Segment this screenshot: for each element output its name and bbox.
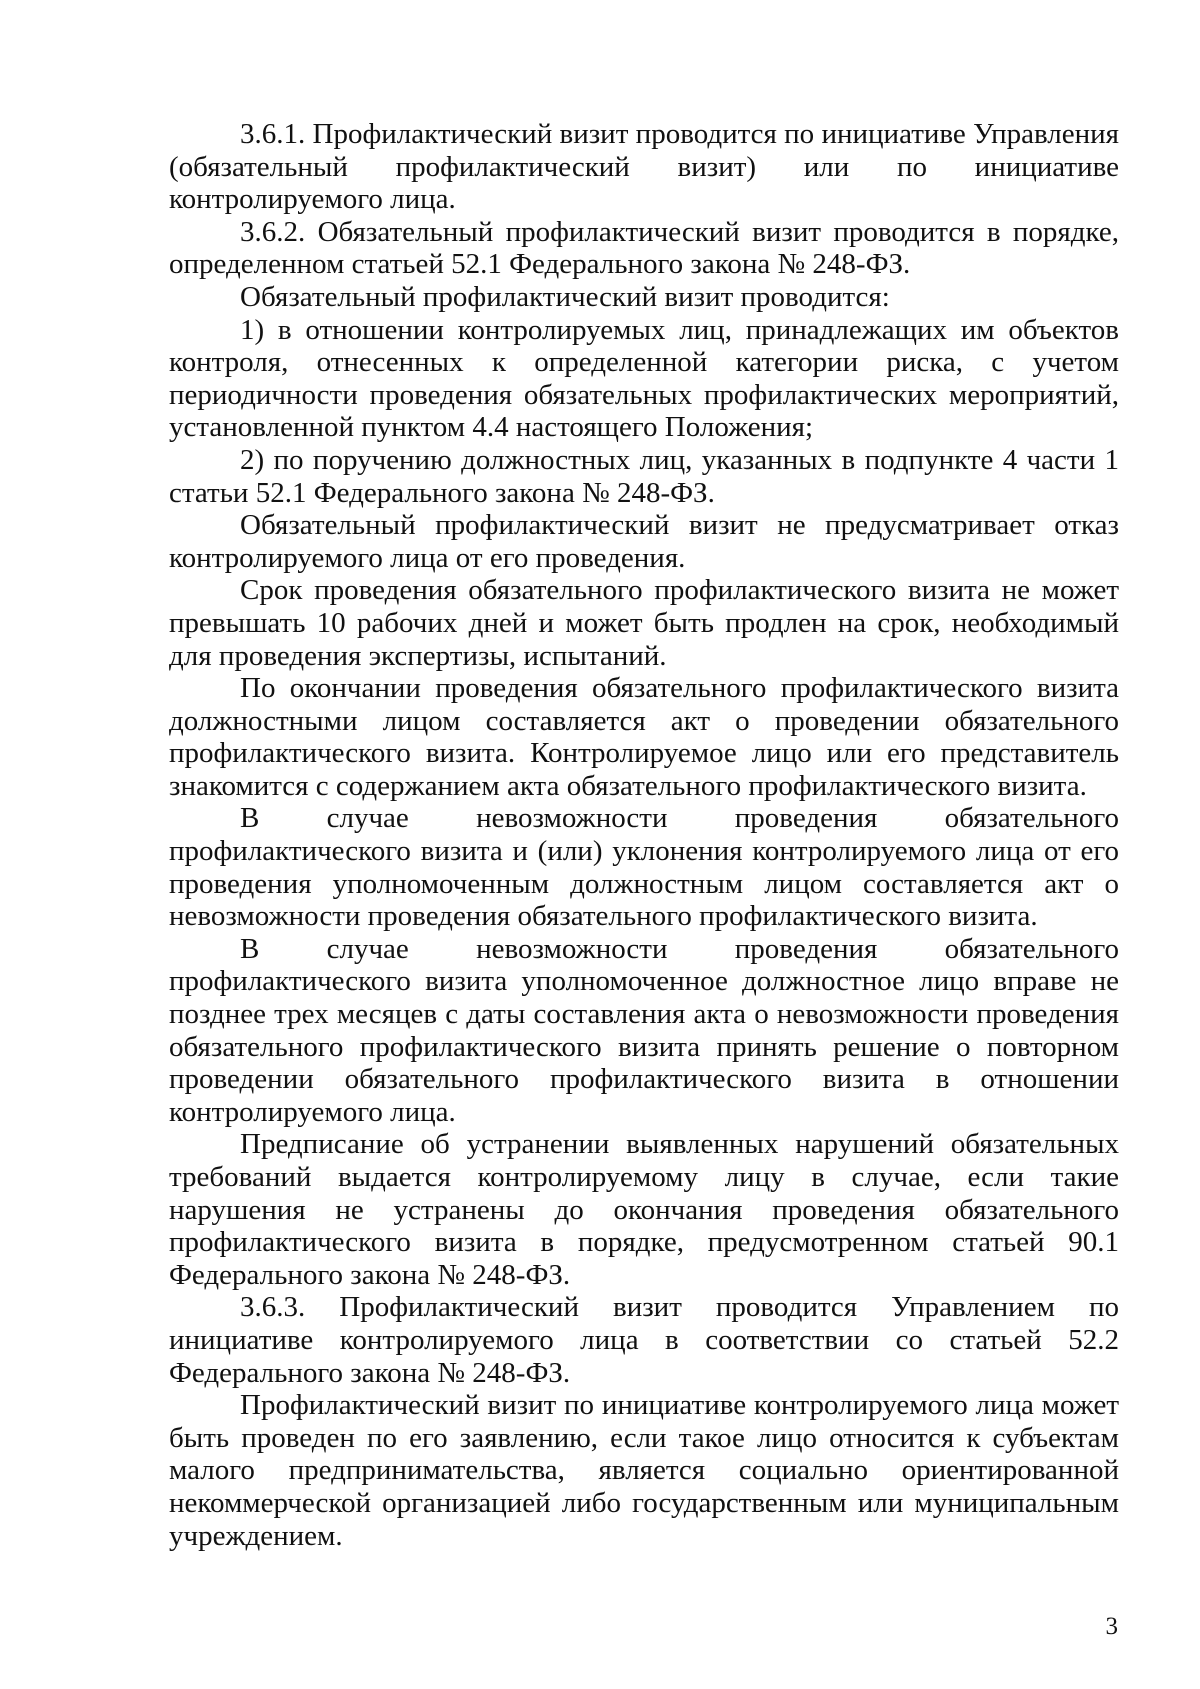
paragraph-impossibility-act: В случае невозможности проведения обязательного профилактического визита и (или) уклонения контролируемого лица от его проведения уполномоченным должностным лицом составляется акт о невозможности проведения обязательного профилактического визита. bbox=[169, 802, 1119, 933]
paragraph-no-refusal: Обязательный профилактический визит не предусматривает отказ контролируемого лица от его проведения. bbox=[169, 509, 1119, 574]
paragraph-3-6-3: 3.6.3. Профилактический визит проводится Управлением по инициативе контролируемого лица в соответствии со статьей 52.2 Федерального закона № 248-ФЗ. bbox=[169, 1291, 1119, 1389]
paragraph-visit-term: Срок проведения обязательного профилактического визита не может превышать 10 рабочих дней и может быть продлен на срок, необходимый для проведения экспертизы, испытаний. bbox=[169, 574, 1119, 672]
paragraph-prescription: Предписание об устранении выявленных нарушений обязательных требований выдается контролируемому лицу в случае, если такие нарушения не устранены до окончания проведения обязательного профилактического визита в порядке, предусмотренном статьей 90.1 Федерального закона № 248-ФЗ. bbox=[169, 1128, 1119, 1291]
paragraph-list-item-1: 1) в отношении контролируемых лиц, принадлежащих им объектов контроля, отнесенных к определенной категории риска, с учетом периодичности проведения обязательных профилактических мероприятий, установленной пунктом 4.4 настоящего Положения; bbox=[169, 313, 1119, 444]
paragraph-mandatory-visit-intro: Обязательный профилактический визит проводится: bbox=[240, 280, 890, 313]
paragraph-initiative-visit: Профилактический визит по инициативе контролируемого лица может быть проведен по его заявлению, если такое лицо относится к субъектам малого предпринимательства, является социально ориентированной некоммерческой организацией либо государственным или муниципальным учреждением. bbox=[169, 1389, 1119, 1552]
document-body bbox=[169, 118, 1119, 1552]
paragraph-repeat-visit: В случае невозможности проведения обязательного профилактического визита уполномоченное должностное лицо вправе не позднее трех месяцев с даты составления акта о невозможности проведения обязательного профилактического визита принять решение о повторном проведении обязательного профилактического визита в отношении контролируемого лица. bbox=[169, 932, 1119, 1128]
page-number: 3 bbox=[1105, 1613, 1118, 1640]
paragraph-3-6-2: 3.6.2. Обязательный профилактический визит проводится в порядке, определенном статьей 52.1 Федерального закона № 248-ФЗ. bbox=[169, 215, 1119, 281]
paragraph-list-item-2: 2) по поручению должностных лиц, указанных в подпункте 4 части 1 статьи 52.1 Федерального закона № 248-ФЗ. bbox=[169, 443, 1119, 509]
paragraph-visit-act: По окончании проведения обязательного профилактического визита должностными лицом составляется акт о проведении обязательного профилактического визита. Контролируемое лицо или его представитель знакомится с содержанием акта обязательного профилактического визита. bbox=[169, 672, 1119, 802]
paragraph-3-6-1: 3.6.1. Профилактический визит проводится по инициативе Управления (обязательный профилактический визит) или по инициативе контролируемого лица. bbox=[169, 118, 1119, 216]
